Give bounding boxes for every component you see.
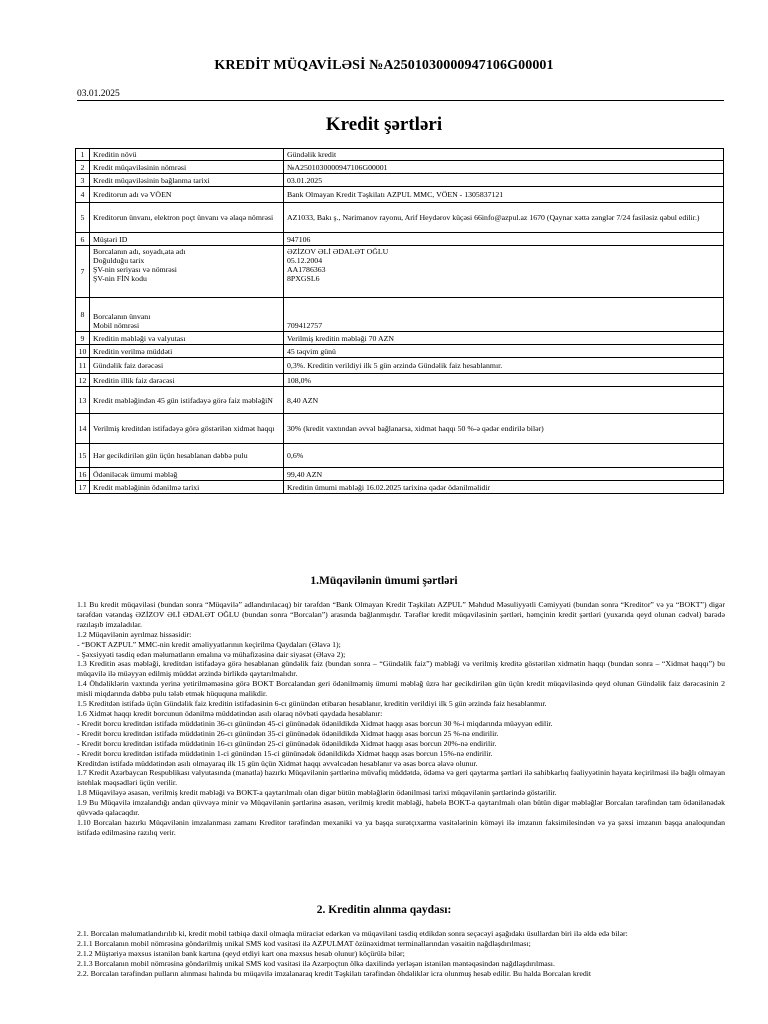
document-date: 03.01.2025 (77, 89, 120, 99)
terms-row (76, 246, 724, 298)
section-2-heading: 2. Kreditin alınma qaydası: (316, 904, 452, 916)
terms-label-line: Borcalanın ünvanı (93, 312, 151, 321)
paragraph: - Şəxsiyyəti təsdiq edən məlumatların emalına və mühafizəsinə dair siyasət (Əlavə 2); (77, 649, 346, 659)
paragraph: - Kredit borcu kreditdən istifadə müddətinin 26-cı günündən 35-ci gününədək ödənildikdə Xidmət haqqı əsas borcun 25 %-nə endirilir. (77, 728, 499, 738)
terms-row-label: Verilmiş kreditdən istifadəyə görə göstərilən xidmət haqqı (90, 414, 284, 444)
terms-label-line: ŞV-nin seriyası və nömrəsi (93, 265, 177, 274)
terms-row-value (284, 298, 724, 332)
terms-row-label: Kredit məbləğinin ödənilmə tarixi (90, 481, 284, 494)
terms-value-line: AA1786363 (287, 265, 326, 274)
terms-row (76, 444, 724, 468)
terms-row (76, 298, 724, 332)
section-1-body (77, 600, 725, 838)
terms-label-line: ŞV-nin FİN kodu (93, 274, 147, 283)
terms-row (76, 149, 724, 161)
terms-row-number: 10 (76, 345, 90, 358)
terms-row-number: 1 (76, 149, 90, 161)
terms-row-value: 108,0% (284, 374, 724, 387)
terms-row-label: Kreditin verilmə müddəti (90, 345, 284, 358)
terms-row-number: 16 (76, 468, 90, 481)
document-title: KREDİT MÜQAVİLƏSİ №A2501030000947106G00001 (214, 58, 554, 73)
terms-row (76, 161, 724, 174)
terms-row-number: 13 (76, 387, 90, 414)
terms-row-value: Gündəlik kredit (284, 149, 724, 161)
terms-row-label: Gündəlik faiz dərəcəsi (90, 358, 284, 374)
terms-value-line (287, 312, 720, 321)
terms-label-line: Borcalanın adı, soyadı,ata adı (93, 247, 186, 256)
terms-row-label: Kreditorun adı və VÖEN (90, 187, 284, 203)
paragraph: Kreditdən istifadə müddətindən asılı olmayaraq ilk 15 gün üçün Xidmət haqqı əvvəlcədən hesablanır və əsas borca əlavə olunur. (77, 758, 478, 768)
terms-row-value: Bank Olmayan Kredit Təşkilatı AZPUL MMC, VÖEN - 1305837121 (284, 187, 724, 203)
terms-row-number: 9 (76, 332, 90, 345)
terms-row-value: 8,40 AZN (284, 387, 724, 414)
paragraph: 2.2. Borcalan tərəfindən pulların alınması halında bu müqavilə imzalanaraq kredit Təşkilatı tərəfindən öhdəliklər icra olunmuş hesab edilir. Bu halda Borcalan kredit (77, 968, 592, 978)
terms-row-value: 45 təqvim günü (284, 345, 724, 358)
terms-row-label (90, 298, 284, 332)
terms-row-label: Kreditorun ünvanı, elektron poçt ünvanı və əlaqə nömrəsi (90, 203, 284, 233)
terms-row (76, 187, 724, 203)
paragraph: 2.1.2 Müştəriyə məxsus istənilən bank kartına (qeyd etdiyi kart ona məxsus hesab olunur) köçürülə bilər; (77, 948, 405, 958)
terms-row-number: 3 (76, 174, 90, 187)
terms-label-line: Doğulduğu tarix (93, 256, 145, 265)
terms-row-value: 0,3%. Kreditin verildiyi ilk 5 gün ərzində Gündəlik faiz hesablanmır. (284, 358, 724, 374)
terms-row (76, 468, 724, 481)
terms-value-line: 8PXGSL6 (287, 274, 320, 283)
terms-row-value: AZ1033, Bakı ş., Nərimanov rayonu, Arif Heydərov küçəsi 66info@azpul.az 1670 (Qaynar xəttə zənglər 7/24 fasiləsiz qəbul edilir.) (284, 203, 724, 233)
paragraph: 1.1 Bu kredit müqaviləsi (bundan sonra “Müqavilə” adlandırılacaq) bir tərəfdən “Bank Olmayan Kredit Təşkilatı AZPUL” Məhdud Məsuliyyətli Cəmiyyəti (bundan sonra “Kreditor” və ya “BOKT”) digər tərəfdən vətəndaş ƏZİZOV ƏLİ ƏDALƏT OĞLU (bundan sonra “Borcalan”) arasında bağlanmışdır. Tərəflər kredit müqaviləsinin şərtləri, həmçinin kredit şərtləri (yuxarıda qeyd olunan cədvəl) barədə razılaşıb imzaladılar. (77, 600, 725, 629)
terms-row-number: 2 (76, 161, 90, 174)
terms-row (76, 387, 724, 414)
terms-row-number: 4 (76, 187, 90, 203)
terms-row-label (90, 246, 284, 298)
terms-value-line: 05.12.2004 (287, 256, 323, 265)
terms-row-value: №A2501030000947106G00001 (284, 161, 724, 174)
terms-row-label: Kreditin məbləği və valyutası (90, 332, 284, 345)
paragraph: 2.1.3 Borcalanın mobil nömrəsinə göndərilmiş unikal SMS kod vasitəsi ilə Azərpoçtun ölkə daxilində yerləşən istənilən məntəqəsindən nağdlaşdırılması. (77, 958, 555, 968)
terms-row-value: Kreditin ümumi məbləği 16.02.2025 tarixinə qədər ödənilməlidir (284, 481, 724, 494)
terms-row-value (284, 246, 724, 298)
paragraph: - Kredit borcu kreditdən istifadə müddətinin 1-ci günündən 15-ci gününədək ödənildikdə Xidmət haqqı əsas borcun 15%-nə endirilir. (77, 748, 493, 758)
paragraph: 1.3 Kreditin əsas məbləği, kreditdən istifadəyə görə hesablanan gündəlik faiz (bundan sonra – “Gündəlik faiz”) məbləği və verilmiş kreditə göstərilən xidmətin haqqı (bundan sonra – “Xidmət haqqı”) bu müqavilə ilə müəyyən edilmiş müddət ərzində birlikdə qaytarılmalıdır. (77, 659, 725, 679)
terms-row (76, 374, 724, 387)
terms-row-label: Kreditin növü (90, 149, 284, 161)
terms-row-label: Kreditin illik faiz dərəcəsi (90, 374, 284, 387)
terms-row-label: Kredit məbləğindən 45 gün istifadəyə görə faiz məbləğiN (90, 387, 284, 414)
terms-row (76, 414, 724, 444)
paragraph: 1.4 Öhdəliklərin vaxtında yerinə yetirilməməsinə görə BOKT Borcalandan geri ödənilməmiş ümumi məbləğ üzrə hər gecikdirilən gün üçün kredit müqaviləsində qeyd olunan Gündəlik faiz dərəcəsinin 2 misli miqdarında dəbbə pulu tələb etmək hüququna malikdir. (77, 679, 725, 699)
terms-row-value: 947106 (284, 233, 724, 246)
paragraph: - Kredit borcu kreditdən istifadə müddətinin 36-cı günündən 45-ci gününədək ödənildikdə Xidmət haqqı əsas borcun 30 %-i miqdarında müəyyən edilir. (77, 718, 553, 728)
section-2-body (77, 929, 725, 979)
terms-row-number: 11 (76, 358, 90, 374)
paragraph: 2.1.1 Borcalanın mobil nömrəsinə göndərilmiş unikal SMS kod vasitəsi ilə AZPULMAT özünəxidmət terminallarından vəsaitin nağdlaşdırılması; (77, 938, 531, 948)
terms-row-value: Verilmiş kreditin məbləği 70 AZN (284, 332, 724, 345)
paragraph: 1.2 Müqavilənin ayrılmaz hissəsidir: (77, 629, 192, 639)
terms-row-label: Müştəri ID (90, 233, 284, 246)
terms-value-line: ƏZİZOV ƏLİ ƏDALƏT OĞLU (287, 247, 389, 256)
terms-row-value: 30% (kredit vaxtından əvvəl bağlanarsa, xidmət haqqı 50 %-ə qədər endirilə bilər) (284, 414, 724, 444)
paragraph: 1.9 Bu Müqavilə imzalandığı andan qüvvəyə minir və Müqavilənin şərtlərinə əsasən, verilmiş kredit məbləği, habelə BOKT-a qaytarılmalı olan bütün digər məbləğlər Borcalan tərəfindən tam ödənilənədək qüvvədə qalacaqdır. (77, 798, 725, 818)
paragraph: 1.10 Borcalan hazırkı Müqavilənin imzalanması zamanı Kreditor tərəfindən mexaniki və ya başqa surətçıxarma vasitələrinin köməyi ilə imzanın faksimilesindən və ya şəxsi imzanın başqa analoqundan istifadə edilməsinə razılıq verir. (77, 817, 725, 837)
paragraph: - Kredit borcu kreditdən istifadə müddətinin 16-cı günündən 25-ci gününədək ödənildikdə Xidmət haqqı əsas borcun 20%-nə endirilir. (77, 738, 497, 748)
terms-row-number: 17 (76, 481, 90, 494)
paragraph: - “BOKT AZPUL” MMC-nin kredit əməliyyatlarının keçirilmə Qaydaları (Əlavə 1); (77, 639, 341, 649)
terms-row-number: 14 (76, 414, 90, 444)
terms-row-number: 7 (76, 246, 90, 298)
paragraph: 1.8 Müqaviləyə əsasən, verilmiş kredit məbləği və BOKT-a qaytarılmalı olan digər bütün məbləğlərin ödənilməsi tarixi müqavilənin şərtlərində göstərilir. (77, 788, 557, 798)
credit-terms-table (75, 148, 724, 494)
terms-row-number: 8 (76, 298, 90, 332)
terms-value-line: 709412757 (287, 321, 323, 330)
terms-row-label: Ödəniləcək ümumi məbləğ (90, 468, 284, 481)
credit-terms-heading: Kredit şərtləri (325, 114, 443, 135)
terms-row-value: 03.01.2025 (284, 174, 724, 187)
paragraph: 1.7 Kredit Azərbaycan Respublikası valyutasında (manatla) hazırkı Müqavilənin şərtlərinə müvafiq müddətdə, ödəmə və geri qaytarma şərtləri ilə sahibkarlıq fəaliyyətinin həyata keçirilməsi ilə bağlı olmayan istehlak məqsədləri üçün verilir. (77, 768, 726, 788)
terms-row (76, 345, 724, 358)
paragraph: 2.1. Borcalan məlumatlandırılıb ki, kredit mobil tətbiqə daxil olmaqla müraciət edərkən və müqaviləni təsdiq etdikdən sonra seçəcəyi aşağıdakı üsullardan biri ilə əldə edə bilər: (77, 929, 628, 938)
header-divider (77, 100, 724, 101)
terms-row (76, 233, 724, 246)
terms-row-value: 0,6% (284, 444, 724, 468)
terms-row-number: 5 (76, 203, 90, 233)
terms-row (76, 203, 724, 233)
section-1-heading: 1.Müqavilənin ümumi şərtləri (310, 575, 458, 587)
terms-row-number: 12 (76, 374, 90, 387)
terms-row-value: 99,40 AZN (284, 468, 724, 481)
terms-row-number: 6 (76, 233, 90, 246)
terms-row (76, 174, 724, 187)
terms-row (76, 332, 724, 345)
terms-row-label: Kredit müqaviləsinin nömrəsi (90, 161, 284, 174)
terms-row (76, 481, 724, 494)
paragraph: 1.6 Xidmət haqqı kredit borcunun ödənilmə müddətindən asılı olaraq növbəti qaydada hesablanır: (77, 708, 383, 718)
terms-row-label: Kredit müqaviləsinin bağlanma tarixi (90, 174, 284, 187)
terms-row-number: 15 (76, 444, 90, 468)
terms-row-label: Hər gecikdirilən gün üçün hesablanan dəbbə pulu (90, 444, 284, 468)
terms-label-line: Mobil nömrəsi (93, 321, 140, 330)
terms-row (76, 358, 724, 374)
paragraph: 1.5 Kreditdən istifadə üçün Gündəlik faiz kreditin istifadəsinin 6-cı günündən etibarən hesablanır, kreditin verildiyi ilk 5 gün ərzində faiz hesablanmır. (77, 699, 547, 709)
